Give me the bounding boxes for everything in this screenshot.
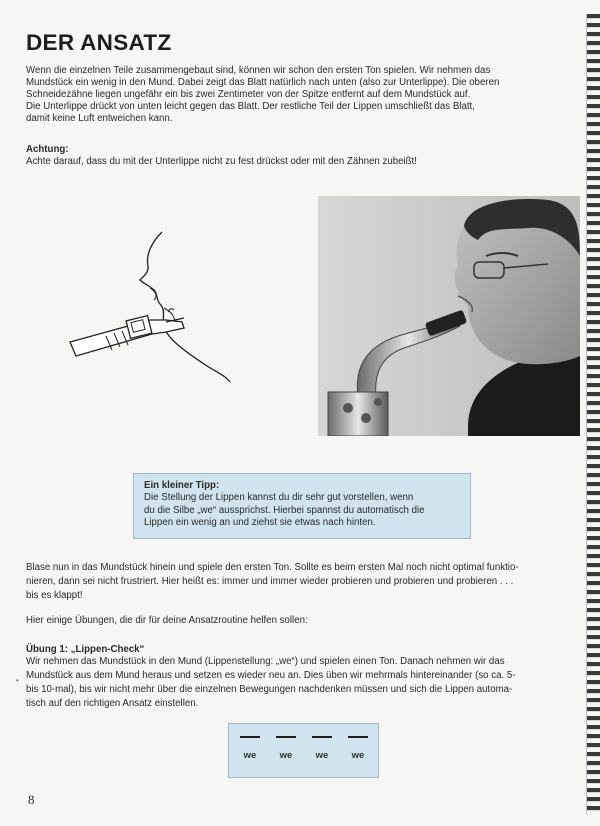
page-heading: DER ANSATZ: [26, 30, 172, 55]
tip-line: du die Silbe „we“ aussprichst. Hierbei spannst du automatisch die: [144, 504, 425, 516]
tip-title: Ein kleiner Tipp:: [144, 480, 220, 491]
attention-text: Achte darauf, dass du mit der Unterlippe nicht zu fest drückst oder mit den Zähnen zubeißt!: [26, 156, 417, 167]
intro-line: Wenn die einzelnen Teile zusammengebaut sind, können wir schon den ersten Ton spielen. Wir nehmen das: [26, 65, 491, 76]
syllable-text: we: [315, 750, 329, 761]
embouchure-drawing: [66, 226, 236, 386]
exercise-line: Wir nehmen das Mundstück in den Mund (Lippenstellung: „we“) und spielen einen Ton. Danach nehmen wir das: [26, 656, 505, 667]
intro-line: Schneidezähne liegen ungefähr ein bis zwei Zentimeter von der Spitze entfernt auf dem Mundstück auf.: [26, 89, 471, 100]
attention-label: Achtung:: [26, 144, 69, 155]
syllable-item: [346, 736, 370, 761]
saxophonist-photo: [318, 196, 580, 436]
exercise-line: Mundstück aus dem Mund heraus und setzen es wieder neu an. Dies üben wir mehrmals hintereinander (so ca. 5-: [26, 670, 516, 681]
syllable-item: [310, 736, 334, 761]
syllable-text: we: [279, 750, 293, 761]
exercises-intro: Hier einige Übungen, die dir für deine Ansatzroutine helfen sollen:: [26, 615, 308, 626]
syllable-text: we: [351, 750, 365, 761]
margin-mark: •: [16, 676, 19, 685]
blow-line: Blase nun in das Mundstück hinein und spiele den ersten Ton. Sollte es beim ersten Mal noch nicht optimal funktio-: [26, 562, 519, 573]
tip-line: Lippen ein wenig an und ziehst sie etwas nach hinten.: [144, 516, 376, 528]
exercise-title: Übung 1: „Lippen-Check“: [26, 644, 145, 655]
spiral-binding: [586, 14, 600, 814]
blow-line: bis es klappt!: [26, 590, 83, 601]
syllable-text: we: [243, 750, 257, 761]
tip-line: Die Stellung der Lippen kannst du dir sehr gut vorstellen, wenn: [144, 492, 414, 504]
intro-line: Die Unterlippe drückt von unten leicht gegen das Blatt. Der restliche Teil der Lippen umschließt das Blatt,: [26, 101, 475, 112]
exercise-line: tisch auf den richtigen Ansatz einstellen.: [26, 698, 199, 709]
page-number: 8: [28, 792, 35, 807]
blow-line: nieren, dann sei nicht frustriert. Hier heißt es: immer und immer wieder probieren und probieren und probieren . . .: [26, 576, 514, 587]
syllable-item: [274, 736, 298, 761]
exercise-line: bis 10-mal), bis wir nicht mehr über die einzelnen Bewegungen nachdenken müssen und sich die Lippen automa-: [26, 684, 513, 695]
syllable-item: [238, 736, 262, 761]
intro-line: damit keine Luft entweichen kann.: [26, 113, 173, 124]
syllable-box: [228, 723, 379, 778]
intro-line: Mundstück ein wenig in den Mund. Dabei zeigt das Blatt natürlich nach unten (also zur Unterlippe). Die oberen: [26, 77, 500, 88]
tip-box: [133, 473, 471, 539]
